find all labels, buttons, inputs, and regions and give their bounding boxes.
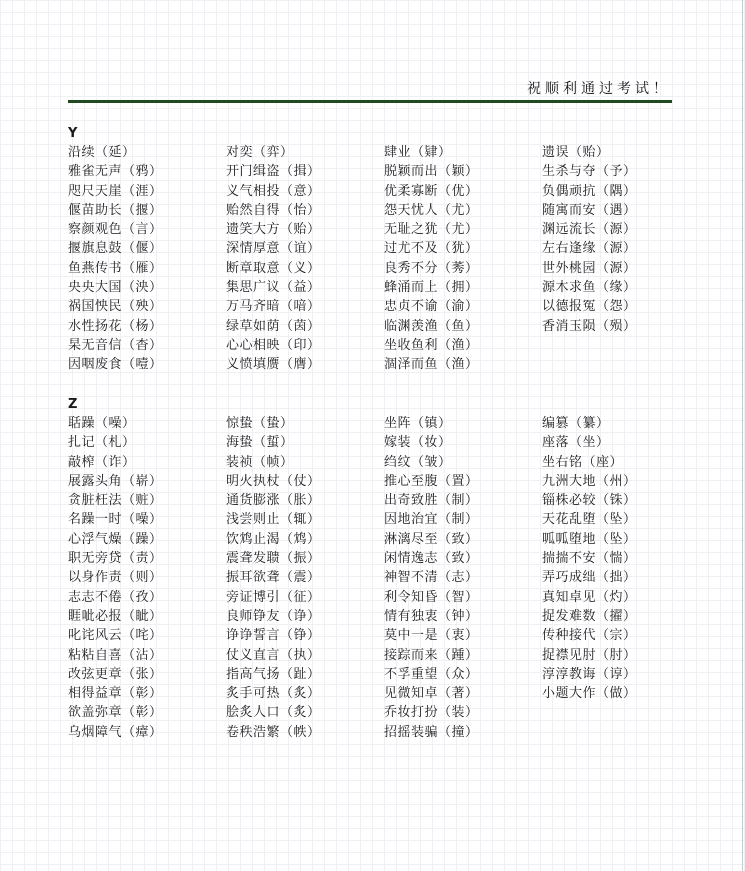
word-entry: 浅尝则止（辄） — [226, 512, 321, 528]
page-edge — [742, 0, 743, 871]
word-grid — [68, 143, 688, 375]
word-entry: 负偶顽抗（隅） — [542, 183, 637, 199]
word-entry: 乔妆打扮（装） — [384, 705, 479, 721]
word-entry: 偃苗助长（揠） — [68, 202, 163, 218]
word-entry: 弄巧成绌（拙） — [542, 570, 637, 586]
word-entry: 源木求鱼（缘） — [542, 280, 637, 296]
word-entry: 绉纹（皱） — [384, 454, 452, 470]
word-entry: 杲无音信（杳） — [68, 337, 163, 353]
word-entry: 闲情逸志（致） — [384, 551, 479, 567]
word-entry: 央央大国（泱） — [68, 280, 163, 296]
word-entry: 不孚重望（众） — [384, 666, 479, 682]
word-entry: 贻然自得（怡） — [226, 202, 321, 218]
word-entry: 鱼燕传书（雁） — [68, 260, 163, 276]
word-entry: 良秀不分（莠） — [384, 260, 479, 276]
word-entry: 仗义直言（执） — [226, 647, 321, 663]
word-entry: 优柔寡断（优） — [384, 183, 479, 199]
word-entry: 沿续（延） — [68, 145, 136, 160]
word-entry: 世外桃园（源） — [542, 260, 637, 276]
word-entry: 招摇装骗（撞） — [384, 724, 479, 740]
word-entry: 莫中一是（衷） — [384, 628, 479, 644]
word-entry: 心浮气燥（躁） — [68, 531, 163, 547]
word-entry: 扎记（札） — [68, 435, 136, 451]
word-entry: 推心至腹（置） — [384, 473, 479, 489]
word-entry: 揣揣不安（惴） — [542, 551, 637, 567]
word-entry: 以身作责（则） — [68, 570, 163, 586]
word-entry: 贪脏枉法（赃） — [68, 493, 163, 509]
word-entry: 涸泽而鱼（渔） — [384, 357, 479, 373]
word-entry: 淋漓尽至（致） — [384, 531, 479, 547]
word-entry: 敲榨（诈） — [68, 454, 136, 470]
word-entry: 忠贞不谕（渝） — [384, 299, 479, 315]
header-divider — [68, 100, 672, 103]
word-entry: 临渊羡渔（鱼） — [384, 318, 479, 334]
word-entry: 粘粘自喜（沾） — [68, 647, 163, 663]
word-entry: 万马齐暗（喑） — [226, 299, 321, 315]
word-entry: 传种接代（宗） — [542, 628, 637, 644]
word-entry: 编篡（纂） — [542, 416, 610, 431]
word-entry: 卷秩浩繁（帙） — [226, 724, 321, 740]
word-entry: 旁证博引（征） — [226, 589, 321, 605]
word-entry: 神智不清（志） — [384, 570, 479, 586]
word-entry — [542, 723, 688, 742]
header-title: 祝顺利通过考试！ — [527, 81, 671, 97]
word-entry: 小题大作（做） — [542, 686, 637, 702]
word-entry: 锱株必较（铢） — [542, 493, 637, 509]
word-entry: 香消玉陨（殒） — [542, 318, 637, 334]
word-entry: 座落（坐） — [542, 435, 610, 451]
word-entry: 良师铮友（诤） — [226, 608, 321, 624]
word-entry: 怨天忧人（尤） — [384, 202, 479, 218]
word-entry: 坐阵（镇） — [384, 416, 452, 431]
word-entry: 察颜观色（言） — [68, 222, 163, 238]
word-entry: 见微知卓（著） — [384, 686, 479, 702]
word-entry: 因咽废食（噎） — [68, 357, 163, 373]
word-entry: 名躁一时（噪） — [68, 512, 163, 528]
word-entry: 天花乱堕（坠） — [542, 512, 637, 528]
word-entry: 出奇致胜（制） — [384, 493, 479, 509]
word-entry: 职无旁贷（责） — [68, 551, 163, 567]
word-entry: 海蛰（蜇） — [226, 435, 294, 451]
section-z — [68, 396, 688, 742]
word-grid — [68, 414, 688, 742]
word-entry: 利令知昏（智） — [384, 589, 479, 605]
word-entry: 乌烟障气（瘴） — [68, 724, 163, 740]
word-entry: 义气相投（意） — [226, 183, 321, 199]
word-entry: 脍炙人口（炙） — [226, 705, 321, 721]
word-entry: 展露头角（崭） — [68, 473, 163, 489]
section-letter: Y — [68, 126, 78, 141]
word-entry: 遗误（贻） — [542, 145, 610, 160]
word-entry: 遗笑大方（贻） — [226, 222, 321, 238]
word-entry: 聒躁（噪） — [68, 416, 136, 431]
word-entry: 坐右铭（座） — [542, 454, 624, 470]
word-entry: 水性扬花（杨） — [68, 318, 163, 334]
word-entry: 雅雀无声（鸦） — [68, 164, 163, 180]
word-entry: 深情厚意（谊） — [226, 241, 321, 257]
word-entry: 情有独衷（钟） — [384, 608, 479, 624]
word-entry: 捉襟见肘（肘） — [542, 647, 637, 663]
word-entry: 义愤填赝（膺） — [226, 357, 321, 373]
word-entry: 诤诤誓言（铮） — [226, 628, 321, 644]
word-entry — [542, 336, 688, 355]
word-entry: 惊蛰（蛰） — [226, 416, 294, 431]
word-entry: 蜂涌而上（拥） — [384, 280, 479, 296]
word-entry: 断章取意（义） — [226, 260, 321, 276]
word-entry: 睚呲必报（眦） — [68, 608, 163, 624]
word-entry: 对奕（弈） — [226, 145, 294, 160]
word-entry: 祸国怏民（殃） — [68, 299, 163, 315]
word-entry: 绿草如荫（茵） — [226, 318, 321, 334]
word-entry: 咫尺天崖（涯） — [68, 183, 163, 199]
section-letter: Z — [68, 397, 78, 412]
word-entry: 淳淳教诲（谆） — [542, 666, 637, 682]
word-entry: 炙手可热（炙） — [226, 686, 321, 702]
word-entry: 随寓而安（遇） — [542, 202, 637, 218]
word-entry: 揠旗息鼓（偃） — [68, 241, 163, 257]
word-entry: 振耳欲聋（震） — [226, 570, 321, 586]
word-entry: 渊远流长（源） — [542, 222, 637, 238]
word-entry: 无耻之犹（尤） — [384, 222, 479, 238]
word-entry: 左右逢缘（源） — [542, 241, 637, 257]
word-entry: 集思广议（益） — [226, 280, 321, 296]
word-entry: 以德报冤（怨） — [542, 299, 637, 315]
word-entry: 九洲大地（州） — [542, 473, 637, 489]
word-entry: 相得益章（彰） — [68, 686, 163, 702]
word-entry: 叱诧风云（咤） — [68, 628, 163, 644]
word-entry: 捉发难数（擢） — [542, 608, 637, 624]
word-entry: 志志不倦（孜） — [68, 589, 163, 605]
word-entry: 开门缉盗（揖） — [226, 164, 321, 180]
section-y — [68, 125, 688, 375]
word-entry: 呱呱堕地（坠） — [542, 531, 637, 547]
word-entry — [542, 355, 688, 374]
word-entry: 欲盖弥章（彰） — [68, 705, 163, 721]
word-entry: 肆业（肄） — [384, 145, 452, 160]
word-entry: 真知卓见（灼） — [542, 589, 637, 605]
word-entry: 明火执杖（仗） — [226, 473, 321, 489]
word-entry: 指高气扬（趾） — [226, 666, 321, 682]
word-entry: 生杀与夺（予） — [542, 164, 637, 180]
word-entry: 通货膨涨（胀） — [226, 493, 321, 509]
word-entry: 装祯（帧） — [226, 454, 294, 470]
word-entry: 脱颖而出（颖） — [384, 164, 479, 180]
word-entry: 接踪而来（踵） — [384, 647, 479, 663]
word-entry: 改弦更章（张） — [68, 666, 163, 682]
word-entry: 饮鸩止渴（鸩） — [226, 531, 321, 547]
word-entry — [542, 703, 688, 722]
word-entry: 嫁装（妆） — [384, 435, 452, 451]
word-entry: 因地治宜（制） — [384, 512, 479, 528]
word-entry: 震聋发聩（振） — [226, 551, 321, 567]
word-entry: 过尤不及（犹） — [384, 241, 479, 257]
word-entry: 坐收鱼利（渔） — [384, 337, 479, 353]
word-entry: 心心相映（印） — [226, 337, 321, 353]
